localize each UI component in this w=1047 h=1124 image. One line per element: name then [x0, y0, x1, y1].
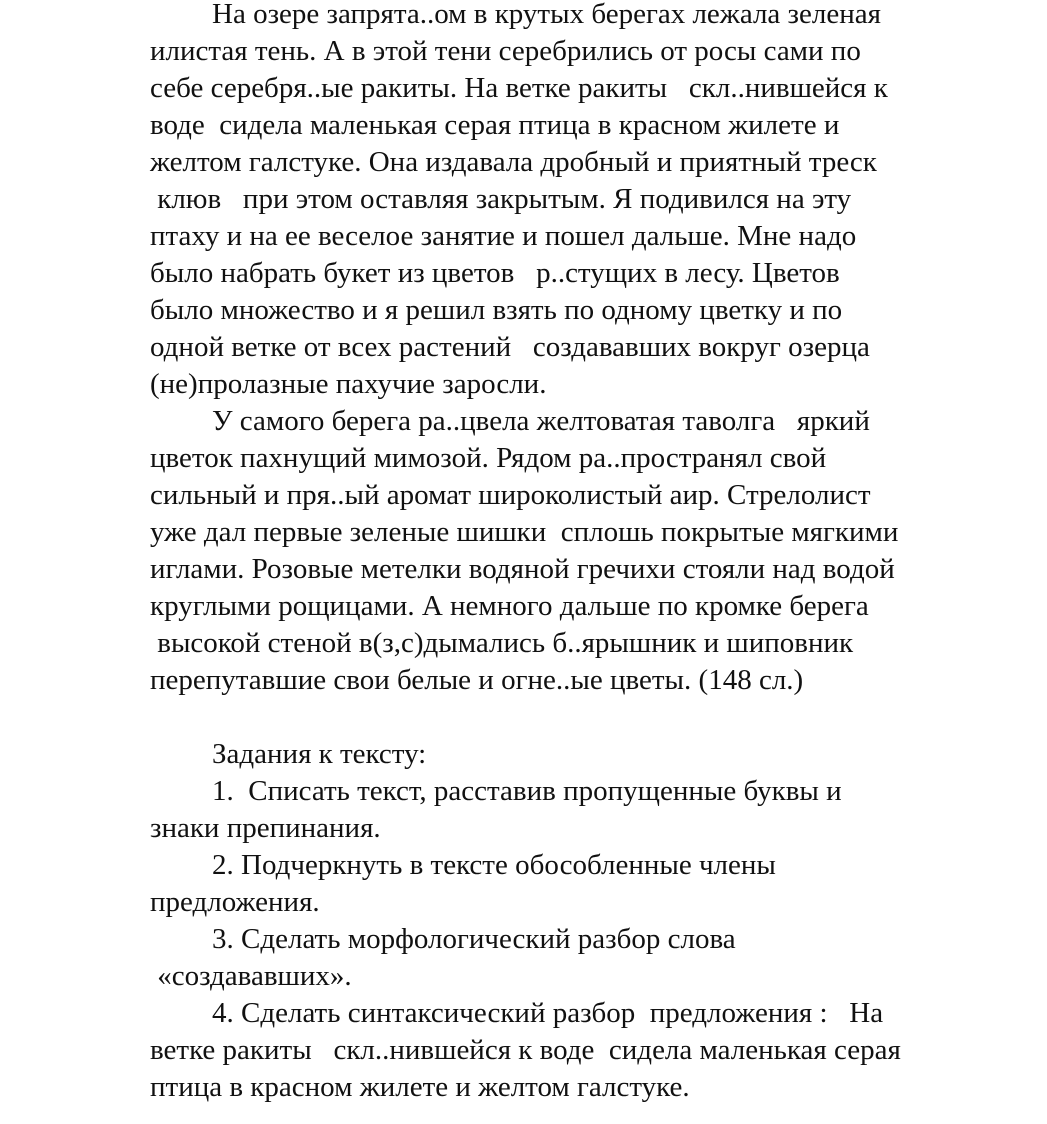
task-1-line: знаки препинания. — [150, 812, 381, 844]
paragraph-1-line: воде сидела маленькая серая птица в красном жилете и — [150, 109, 840, 141]
paragraph-2-line: У самого берега ра..цвела желтоватая таволга яркий — [212, 405, 870, 437]
paragraph-1-line: клюв при этом оставляя закрытым. Я подивился на эту — [150, 183, 852, 215]
paragraph-2-line: перепутавшие свои белые и огне..ые цветы. (148 сл.) — [150, 664, 804, 696]
paragraph-1-line: На озере запрята..ом в крутых берегах лежала зеленая — [212, 0, 881, 30]
paragraph-2-line: высокой стеной в(з,с)дымались б..ярышник и шиповник — [150, 627, 854, 659]
paragraph-2-line: цветок пахнущий мимозой. Рядом ра..пространял свой — [150, 442, 827, 474]
tasks-heading: Задания к тексту: — [212, 738, 427, 770]
task-4-line: ветке ракиты скл..нившейся к воде сидела маленькая серая — [150, 1034, 901, 1066]
paragraph-1-line: илистая тень. А в этой тени серебрились от росы сами по — [150, 35, 861, 67]
task-3-line: «создававших». — [150, 960, 352, 992]
task-4-line: 4. Сделать синтаксический разбор предложения : На — [212, 997, 884, 1029]
paragraph-1-line: (не)пролазные пахучие заросли. — [150, 368, 547, 400]
paragraph-2-line: сильный и пря..ый аромат широколистый аир. Стрелолист — [150, 479, 871, 511]
task-4-line: птица в красном жилете и желтом галстуке. — [150, 1071, 690, 1103]
paragraph-2-line: иглами. Розовые метелки водяной гречихи стояли над водой — [150, 553, 895, 585]
paragraph-1-line: было набрать букет из цветов р..стущих в лесу. Цветов — [150, 257, 840, 289]
paragraph-1-line: птаху и на ее веселое занятие и пошел дальше. Мне надо — [150, 220, 857, 252]
paragraph-2-line: круглыми рощицами. А немного дальше по кромке берега — [150, 590, 869, 622]
paragraph-1-line: одной ветке от всех растений создававших вокруг озерца — [150, 331, 870, 363]
task-1-line: 1. Списать текст, расставив пропущенные буквы и — [212, 775, 842, 807]
task-3-line: 3. Сделать морфологический разбор слова — [212, 923, 736, 955]
paragraph-2-line: уже дал первые зеленые шишки сплошь покрытые мягкими — [150, 516, 899, 548]
paragraph-1-line: желтом галстуке. Она издавала дробный и приятный треск — [150, 146, 877, 178]
task-2-line: 2. Подчеркнуть в тексте обособленные члены — [212, 849, 776, 881]
task-2-line: предложения. — [150, 886, 320, 918]
paragraph-1-line: было множество и я решил взять по одному цветку и по — [150, 294, 843, 326]
paragraph-1-line: себе серебря..ые ракиты. На ветке ракиты скл..нившейся к — [150, 72, 888, 104]
